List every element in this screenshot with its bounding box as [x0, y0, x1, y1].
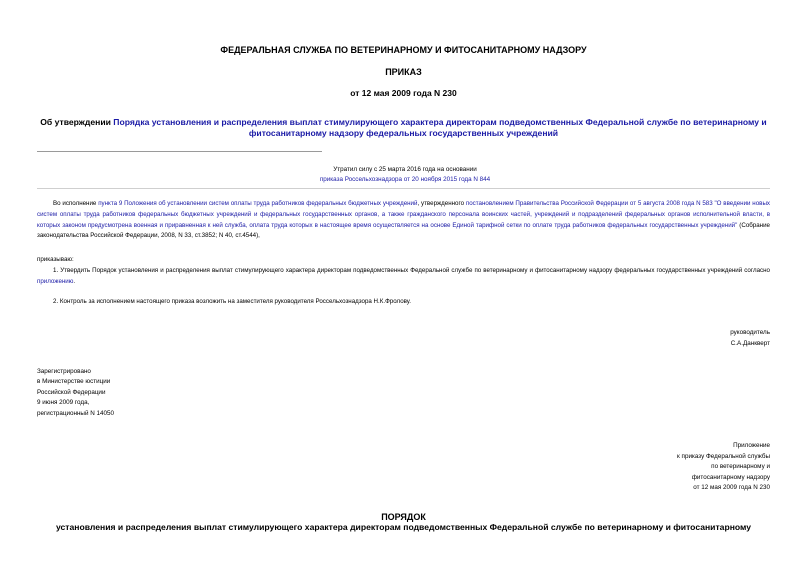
order-item-2: 2. Контроль за исполнением настоящего приказа возложить на заместителя руководителя Россельхознадзора Н.К.Фролову.	[53, 298, 411, 305]
order-verb: приказываю:	[37, 256, 74, 263]
registration-line: Зарегистрировано	[37, 368, 91, 375]
appendix-line: от 12 мая 2009 года N 230	[693, 484, 770, 491]
registration-block	[37, 367, 114, 419]
signature-role: руководитель	[730, 329, 770, 336]
status-note-link-line	[200, 176, 610, 183]
divider-long	[37, 188, 770, 189]
appendix-line: Приложение	[733, 442, 770, 449]
order-title	[40, 117, 767, 139]
order-title-link[interactable]: Порядка установления и распределения выплат стимулирующего характера директорам подведомственных Федеральной службе по ветеринарному и фитосанитарному надзору федеральных государственных учреждений	[113, 117, 767, 138]
procedure-subtitle: установления и распределения выплат стимулирующего характера директорам подведомственных Федеральной службе по ветеринарному и фитосанитарному	[55, 522, 752, 532]
procedure-title: ПОРЯДОК	[381, 512, 426, 522]
preamble-prefix: Во исполнение	[53, 200, 99, 207]
repeal-order-link[interactable]: приказа Россельхознадзора от 20 ноября 2015 года N 844	[319, 176, 491, 183]
signature-block	[470, 328, 770, 349]
appendix-header	[570, 441, 770, 494]
signature-name: С.А.Данкверт	[730, 339, 770, 347]
registration-line: в Министерстве юстиции	[37, 378, 111, 386]
order-item-1	[37, 266, 770, 288]
registration-line: регистрационный N 14050	[37, 409, 115, 417]
preamble-mid: , утвержденного	[417, 200, 466, 207]
government-decree-link[interactable]: постановлением Правительства Российской Федерации от 5 августа 2008 года N 583 "О введении новых систем оплаты труда работников федеральных бюджетных учреждений и федеральных государственных органов, а также гражданского персонала воинских частей, учреждений и подразделений федеральных органов исполнительной власти, в которых законом предусмотрена военная и приравненная к ней служба, оплата труда которых в настоящее время осуществляется на основе Единой тарифной сетки по оплате труда работников федеральных государственных учреждений"	[37, 200, 770, 229]
preamble-suffix: (Собрание законодательства Российской Федерации, 2008, N 33, ст.3852; N 40, ст.4544),	[37, 221, 770, 240]
divider-short	[37, 151, 322, 152]
registration-line: Российской Федерации	[37, 388, 106, 396]
appendix-line: по ветеринарному и	[711, 463, 770, 470]
appendix-link[interactable]: приложению	[37, 277, 74, 285]
registration-line: 9 июня 2009 года,	[37, 399, 90, 407]
order-item-1-text: 1. Утвердить Порядок установления и распределения выплат стимулирующего характера директорам подведомственных Федеральной службе по ветеринарному и фитосанитарному надзору федеральных государственных учреждений согласно	[53, 267, 770, 274]
order-date-number: от 12 мая 2009 года N 230	[350, 88, 457, 98]
preamble-paragraph	[37, 199, 770, 242]
appendix-line: к приказу Федеральной службы	[677, 452, 770, 460]
order-title-prefix: Об утверждении	[40, 117, 114, 127]
appendix-line: фитосанитарному надзору	[691, 473, 770, 481]
regulation-point-link[interactable]: пункта 9 Положения об установлении систем оплаты труда работников федеральных бюджетных учреждений	[98, 200, 418, 207]
order-item-1-end: .	[73, 277, 76, 285]
doc-type-heading: ПРИКАЗ	[385, 67, 422, 77]
agency-heading: ФЕДЕРАЛЬНАЯ СЛУЖБА ПО ВЕТЕРИНАРНОМУ И ФИТОСАНИТАРНОМУ НАДЗОРУ	[220, 45, 587, 55]
status-note: Утратил силу с 25 марта 2016 года на основании	[333, 166, 477, 173]
